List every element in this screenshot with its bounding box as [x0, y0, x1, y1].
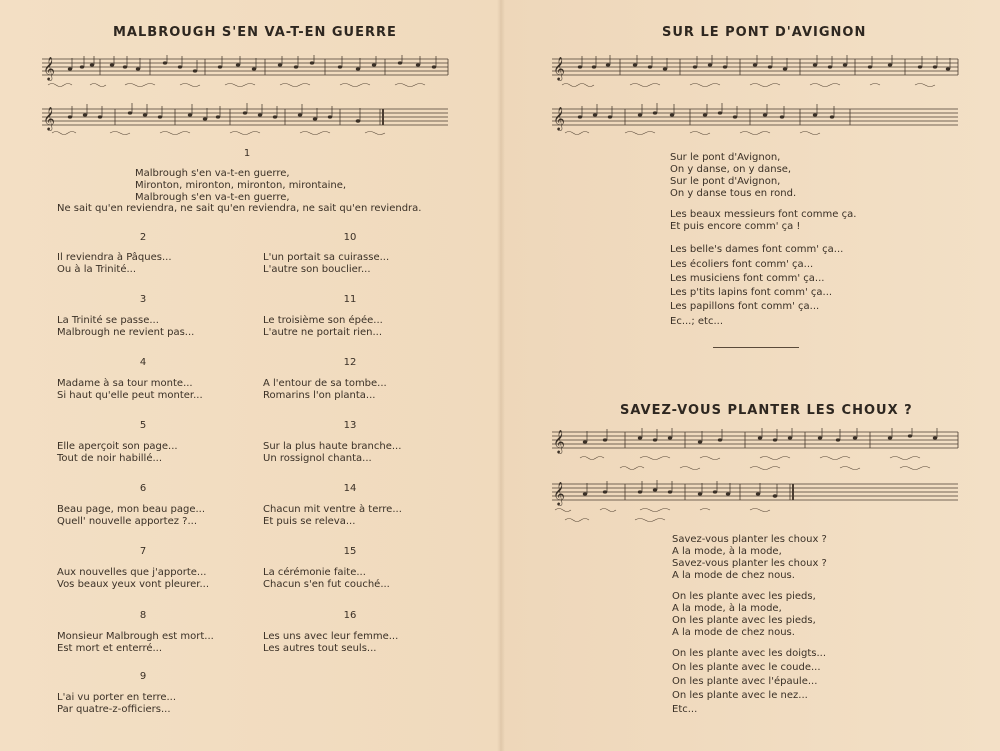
verse-5-line-2: Tout de noir habillé... [57, 453, 163, 464]
verse-15-line-1: La cérémonie faite... [263, 567, 366, 578]
verse-11-line-1: Le troisième son épée... [263, 315, 383, 326]
verse-1-line-4: Ne sait qu'en reviendra, ne sait qu'en reviendra, ne sait qu'en reviendra. [57, 203, 422, 214]
page-fold [497, 0, 505, 751]
verse-13-number: 13 [343, 420, 357, 431]
choux-line-13: Etc... [672, 704, 698, 715]
verse-8-line-1: Monsieur Malbrough est mort... [57, 631, 214, 642]
verse-13-line-1: Sur la plus haute branche... [263, 441, 402, 452]
verse-7-line-2: Vos beaux yeux vont pleurer... [57, 579, 210, 590]
verse-6-line-2: Quell' nouvelle apportez ?... [57, 516, 197, 527]
avignon-title: SUR LE PONT D'AVIGNON [662, 25, 867, 40]
svg-text:𝄞: 𝄞 [553, 481, 565, 505]
choux-line-10: On les plante avec le coude... [672, 662, 821, 673]
verse-7-number: 7 [139, 546, 147, 557]
choux-line-2: A la mode, à la mode, [672, 546, 782, 557]
avignon-staff-1 [550, 55, 960, 91]
verse-2-line-2: Ou à la Trinité... [57, 264, 137, 275]
choux-line-4: A la mode de chez nous. [672, 570, 795, 581]
verse-12-line-1: A l'entour de sa tombe... [263, 378, 387, 389]
svg-text:𝄞: 𝄞 [553, 106, 565, 130]
avignon-line-4: On y danse tous en rond. [670, 188, 797, 199]
choux-line-5: On les plante avec les pieds, [672, 591, 816, 602]
avignon-line-12: Ec...; etc... [670, 316, 724, 327]
verse-15-number: 15 [343, 546, 357, 557]
avignon-line-8: Les écoliers font comm' ça... [670, 259, 814, 270]
choux-line-3: Savez-vous planter les choux ? [672, 558, 827, 569]
svg-text:𝄞: 𝄞 [553, 56, 565, 80]
verse-9-line-2: Par quatre-z-officiers... [57, 704, 171, 715]
verse-11-number: 11 [343, 294, 357, 305]
avignon-line-5: Les beaux messieurs font comme ça. [670, 209, 857, 220]
malbrough-staff-1 [40, 55, 450, 91]
verse-4-line-2: Si haut qu'elle peut monter... [57, 390, 203, 401]
verse-9-line-1: L'ai vu porter en terre... [57, 692, 177, 703]
verse-11-line-2: L'autre ne portait rien... [263, 327, 383, 338]
verse-14-line-2: Et puis se releva... [263, 516, 356, 527]
avignon-line-3: Sur le pont d'Avignon, [670, 176, 781, 187]
avignon-staff-2 [550, 103, 960, 139]
verse-4-number: 4 [139, 357, 147, 368]
choux-staff-1 [550, 428, 960, 474]
verse-13-line-2: Un rossignol chanta... [263, 453, 372, 464]
malbrough-staff-2 [40, 103, 450, 139]
avignon-line-7: Les belle's dames font comm' ça... [670, 244, 844, 255]
verse-3-number: 3 [139, 294, 147, 305]
choux-line-6: A la mode, à la mode, [672, 603, 782, 614]
verse-12-number: 12 [343, 357, 357, 368]
verse-15-line-2: Chacun s'en fut couché... [263, 579, 390, 590]
choux-title: SAVEZ-VOUS PLANTER LES CHOUX ? [620, 403, 913, 418]
verse-3-line-2: Malbrough ne revient pas... [57, 327, 195, 338]
verse-2-line-1: Il reviendra à Pâques... [57, 252, 172, 263]
verse-6-line-1: Beau page, mon beau page... [57, 504, 206, 515]
svg-text:𝄞: 𝄞 [43, 56, 55, 80]
avignon-line-1: Sur le pont d'Avignon, [670, 152, 781, 163]
verse-16-number: 16 [343, 610, 357, 621]
verse-16-line-2: Les autres tout seuls... [263, 643, 377, 654]
verse-16-line-1: Les uns avec leur femme... [263, 631, 399, 642]
verse-1-number: 1 [243, 148, 251, 159]
verse-7-line-1: Aux nouvelles que j'apporte... [57, 567, 207, 578]
choux-line-7: On les plante avec les pieds, [672, 615, 816, 626]
section-divider [713, 347, 799, 348]
svg-text:𝄞: 𝄞 [43, 106, 55, 130]
choux-line-12: On les plante avec le nez... [672, 690, 808, 701]
choux-line-9: On les plante avec les doigts... [672, 648, 827, 659]
verse-5-line-1: Elle aperçoit son page... [57, 441, 178, 452]
verse-8-number: 8 [139, 610, 147, 621]
verse-2-number: 2 [139, 232, 147, 243]
malbrough-title: MALBROUGH S'EN VA-T-EN GUERRE [113, 25, 397, 40]
verse-10-line-1: L'un portait sa cuirasse... [263, 252, 390, 263]
avignon-line-10: Les p'tits lapins font comm' ça... [670, 287, 833, 298]
verse-1-line-2: Mironton, mironton, mironton, mirontaine, [135, 180, 347, 191]
verse-10-number: 10 [343, 232, 357, 243]
avignon-line-11: Les papillons font comm' ça... [670, 301, 820, 312]
verse-4-line-1: Madame à sa tour monte... [57, 378, 193, 389]
verse-1-line-3: Malbrough s'en va-t-en guerre, [135, 192, 290, 203]
verse-14-number: 14 [343, 483, 357, 494]
verse-14-line-1: Chacun mit ventre à terre... [263, 504, 402, 515]
verse-3-line-1: La Trinité se passe... [57, 315, 159, 326]
choux-line-11: On les plante avec l'épaule... [672, 676, 818, 687]
avignon-line-9: Les musiciens font comm' ça... [670, 273, 825, 284]
verse-9-number: 9 [139, 671, 147, 682]
choux-line-1: Savez-vous planter les choux ? [672, 534, 827, 545]
avignon-line-6: Et puis encore comm' ça ! [670, 221, 801, 232]
verse-1-line-1: Malbrough s'en va-t-en guerre, [135, 168, 290, 179]
svg-text:𝄞: 𝄞 [553, 429, 565, 453]
verse-5-number: 5 [139, 420, 147, 431]
verse-8-line-2: Est mort et enterré... [57, 643, 163, 654]
avignon-line-2: On y danse, on y danse, [670, 164, 792, 175]
verse-6-number: 6 [139, 483, 147, 494]
verse-10-line-2: L'autre son bouclier... [263, 264, 371, 275]
choux-line-8: A la mode de chez nous. [672, 627, 795, 638]
choux-staff-2 [550, 480, 960, 526]
verse-12-line-2: Romarins l'on planta... [263, 390, 376, 401]
